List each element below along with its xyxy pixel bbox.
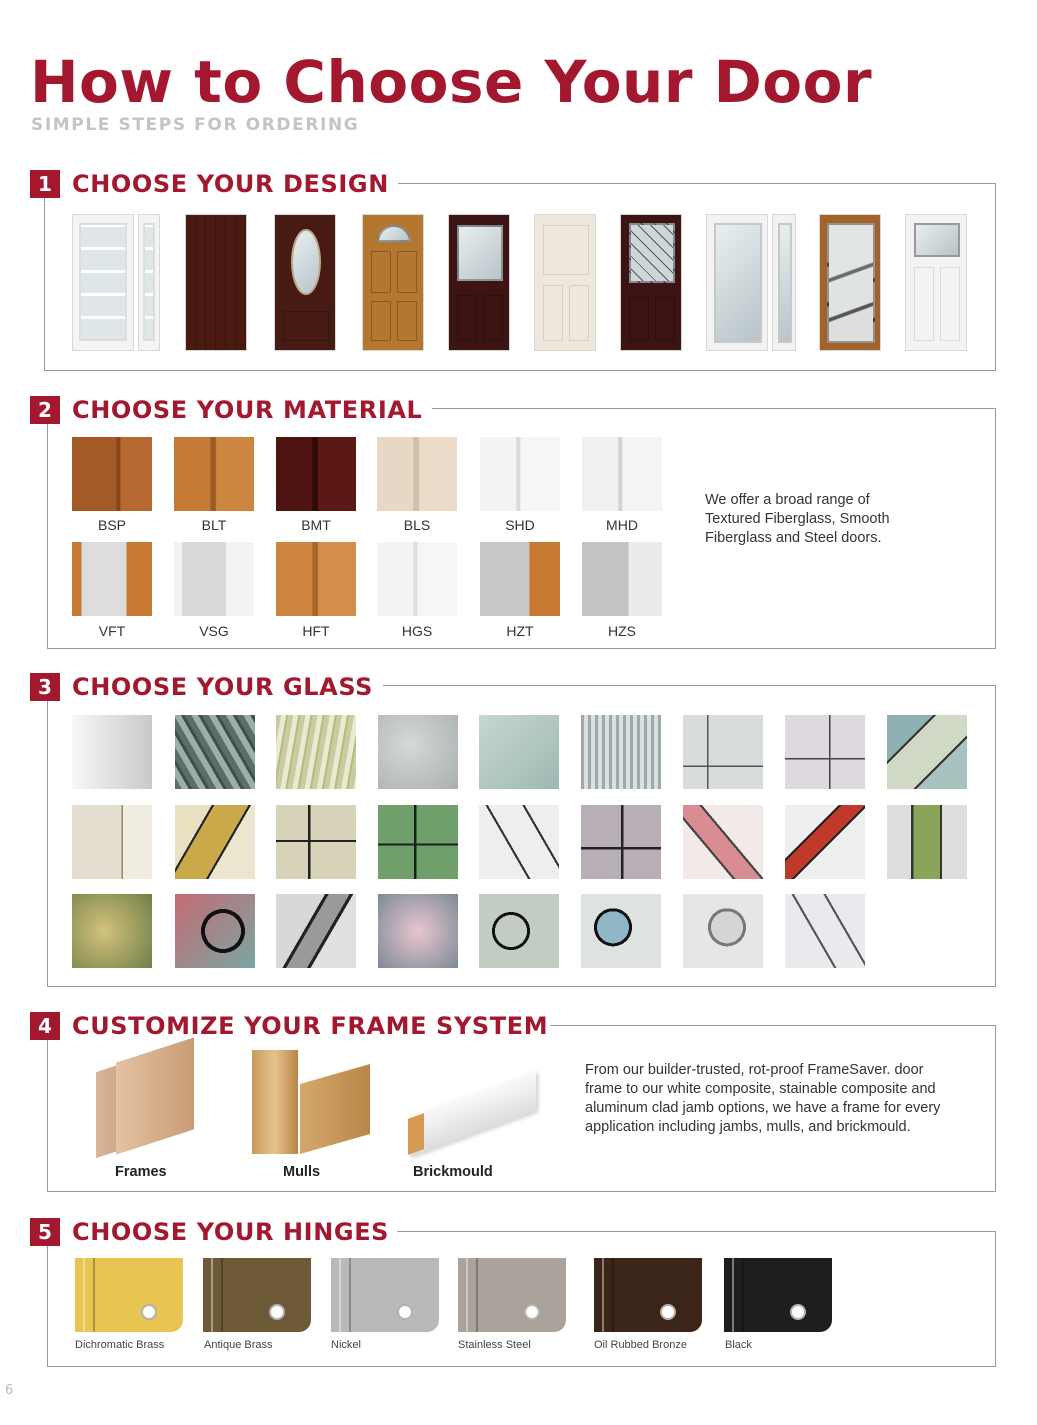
section-2-header bbox=[30, 396, 422, 424]
glass-option[interactable] bbox=[785, 805, 865, 879]
frame-label-mulls: Mulls bbox=[283, 1164, 321, 1180]
section-4-header bbox=[30, 1012, 548, 1040]
glass-option[interactable] bbox=[276, 894, 356, 968]
frames-illustration[interactable] bbox=[86, 1046, 204, 1160]
material-label: BLS bbox=[403, 517, 431, 533]
section-1-number: 1 bbox=[30, 170, 60, 198]
material-label: BSP bbox=[97, 517, 126, 533]
material-swatch-vsg[interactable] bbox=[174, 542, 254, 616]
section-1-header bbox=[30, 170, 389, 198]
glass-option[interactable] bbox=[72, 894, 152, 968]
section-4-title: CUSTOMIZE YOUR FRAME SYSTEM bbox=[72, 1012, 549, 1040]
glass-option[interactable] bbox=[378, 894, 458, 968]
glass-option[interactable] bbox=[72, 805, 152, 879]
section-2-title: CHOOSE YOUR MATERIAL bbox=[72, 396, 423, 424]
page-number: 6 bbox=[5, 1383, 14, 1398]
glass-option[interactable] bbox=[72, 715, 152, 789]
glass-option[interactable] bbox=[175, 894, 255, 968]
section-5-number: 5 bbox=[30, 1218, 60, 1246]
door-design-1[interactable] bbox=[72, 214, 134, 351]
material-label: HZT bbox=[506, 623, 534, 639]
hinge-black[interactable] bbox=[724, 1258, 832, 1332]
door-design-4[interactable] bbox=[362, 214, 424, 351]
material-swatch-blt[interactable] bbox=[174, 437, 254, 511]
material-swatch-shd[interactable] bbox=[480, 437, 560, 511]
section-1-title: CHOOSE YOUR DESIGN bbox=[72, 170, 389, 198]
material-label: VSG bbox=[199, 623, 229, 639]
material-label: HGS bbox=[401, 623, 433, 639]
glass-option[interactable] bbox=[479, 805, 559, 879]
material-swatch-hft[interactable] bbox=[276, 542, 356, 616]
section-4-number: 4 bbox=[30, 1012, 60, 1040]
material-label: HZS bbox=[608, 623, 636, 639]
material-swatch-hgs[interactable] bbox=[377, 542, 457, 616]
hinge-label: Black bbox=[725, 1339, 752, 1351]
glass-option[interactable] bbox=[683, 715, 763, 789]
glass-option[interactable] bbox=[378, 805, 458, 879]
material-swatch-hzt[interactable] bbox=[480, 542, 560, 616]
glass-option[interactable] bbox=[581, 894, 661, 968]
glass-option[interactable] bbox=[276, 715, 356, 789]
section-5-title: CHOOSE YOUR HINGES bbox=[72, 1218, 390, 1246]
glass-option[interactable] bbox=[581, 805, 661, 879]
glass-option[interactable] bbox=[378, 715, 458, 789]
material-swatch-mhd[interactable] bbox=[582, 437, 662, 511]
hinge-label: Dichromatic Brass bbox=[75, 1339, 165, 1351]
material-label: HFT bbox=[302, 623, 330, 639]
glass-option[interactable] bbox=[276, 805, 356, 879]
material-swatch-bls[interactable] bbox=[377, 437, 457, 511]
glass-option[interactable] bbox=[683, 805, 763, 879]
glass-option[interactable] bbox=[479, 715, 559, 789]
glass-option[interactable] bbox=[683, 894, 763, 968]
material-swatch-bsp[interactable] bbox=[72, 437, 152, 511]
frame-label-brickmould: Brickmould bbox=[413, 1164, 493, 1180]
door-design-5[interactable] bbox=[448, 214, 510, 351]
material-label: SHD bbox=[505, 517, 535, 533]
section-3-title: CHOOSE YOUR GLASS bbox=[72, 673, 374, 701]
hinge-dichromatic-brass[interactable] bbox=[75, 1258, 183, 1332]
glass-option[interactable] bbox=[785, 715, 865, 789]
door-design-6[interactable] bbox=[534, 214, 596, 351]
door-design-8-sidelite[interactable] bbox=[772, 214, 796, 351]
door-design-9[interactable] bbox=[819, 214, 881, 351]
section-3-header bbox=[30, 673, 373, 701]
frame-label-frames: Frames bbox=[115, 1164, 167, 1180]
material-label: BMT bbox=[301, 517, 331, 533]
hinge-label: Nickel bbox=[331, 1339, 361, 1351]
section-5-header bbox=[30, 1218, 389, 1246]
page-subtitle: SIMPLE STEPS FOR ORDERING bbox=[31, 115, 360, 135]
glass-option[interactable] bbox=[175, 715, 255, 789]
door-design-7[interactable] bbox=[620, 214, 682, 351]
brickmould-illustration[interactable] bbox=[402, 1058, 542, 1158]
door-design-8[interactable] bbox=[706, 214, 768, 351]
hinge-stainless-steel[interactable] bbox=[458, 1258, 566, 1332]
glass-option[interactable] bbox=[887, 715, 967, 789]
glass-option[interactable] bbox=[581, 715, 661, 789]
section-2-number: 2 bbox=[30, 396, 60, 424]
glass-option[interactable] bbox=[479, 894, 559, 968]
material-swatch-vft[interactable] bbox=[72, 542, 152, 616]
door-design-1-sidelite[interactable] bbox=[138, 214, 160, 351]
page-title: How to Choose Your Door bbox=[30, 48, 873, 116]
material-label: BLT bbox=[201, 517, 227, 533]
frame-description: From our builder-trusted, rot-proof FrameSaver. door frame to our white composite, stainable composite and aluminum clad jamb options, we have a frame for every application including jambs, mulls, and brickmould. bbox=[585, 1062, 941, 1135]
material-label: MHD bbox=[606, 517, 638, 533]
hinge-oil-rubbed-bronze[interactable] bbox=[594, 1258, 702, 1332]
door-design-10[interactable] bbox=[905, 214, 967, 351]
glass-option[interactable] bbox=[175, 805, 255, 879]
section-3-number: 3 bbox=[30, 673, 60, 701]
glass-option[interactable] bbox=[785, 894, 865, 968]
material-label: VFT bbox=[98, 623, 126, 639]
hinge-label: Stainless Steel bbox=[458, 1339, 531, 1351]
hinge-nickel[interactable] bbox=[331, 1258, 439, 1332]
hinge-label: Oil Rubbed Bronze bbox=[594, 1339, 687, 1351]
door-design-2[interactable] bbox=[185, 214, 247, 351]
material-description: We offer a broad range of Textured Fiberglass, Smooth Fiberglass and Steel doors. bbox=[705, 492, 890, 546]
door-design-3[interactable] bbox=[274, 214, 336, 351]
hinge-antique-brass[interactable] bbox=[203, 1258, 311, 1332]
glass-option[interactable] bbox=[887, 805, 967, 879]
material-swatch-bmt[interactable] bbox=[276, 437, 356, 511]
mulls-illustration[interactable] bbox=[248, 1050, 374, 1158]
material-swatch-hzs[interactable] bbox=[582, 542, 662, 616]
hinge-label: Antique Brass bbox=[204, 1339, 273, 1351]
